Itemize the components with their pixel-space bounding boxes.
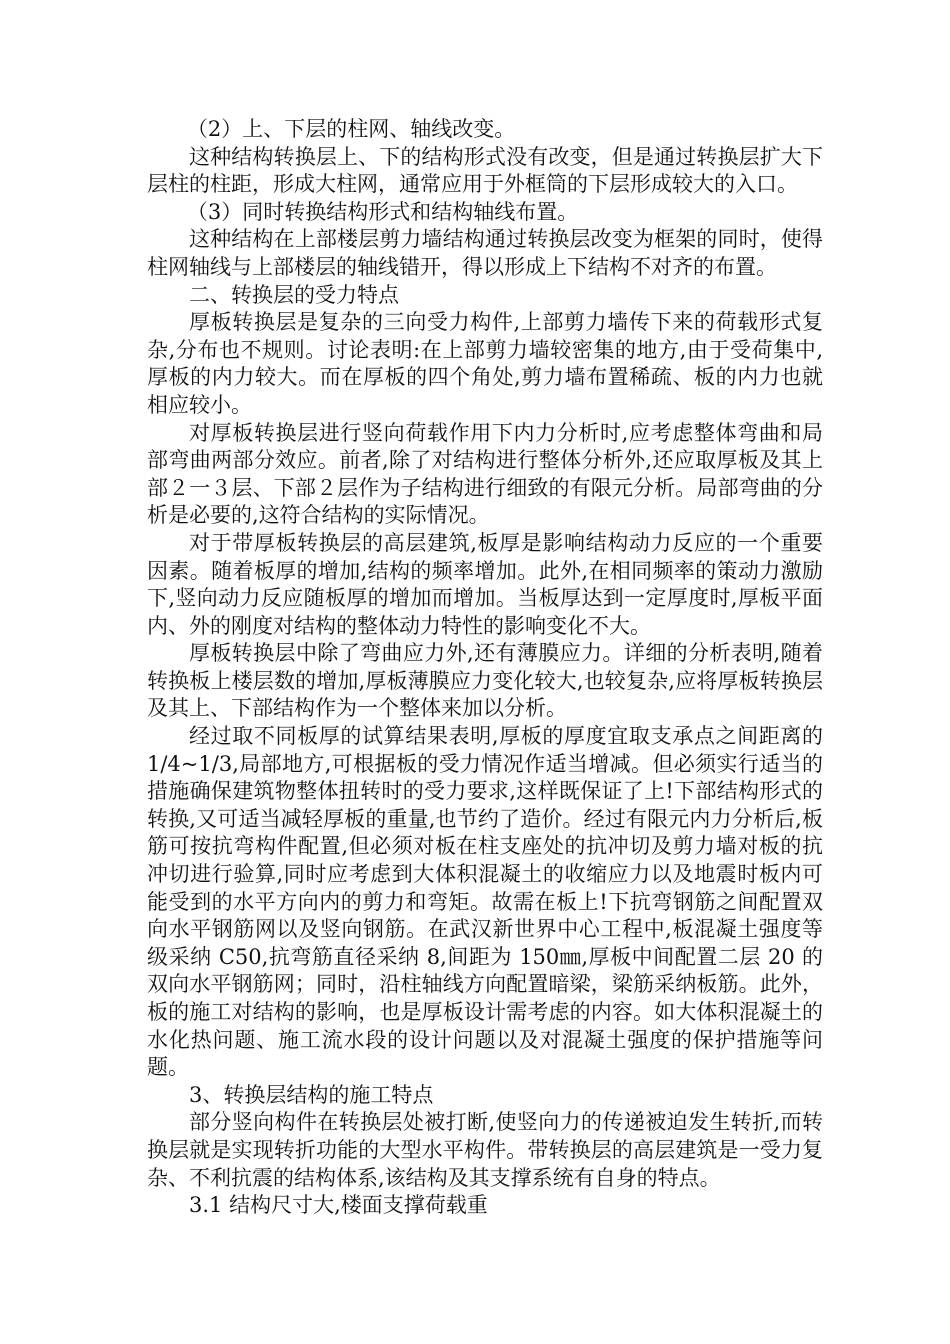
body-paragraph: 这种结构在上部楼层剪力墙结构通过转换层改变为框架的同时，使得柱网轴线与上部楼层的轴线错开，得以形成上下结构不对齐的布置。 xyxy=(147,227,823,279)
item-heading-3: （3）同时转换结构形式和结构轴线布置。 xyxy=(186,199,579,224)
subsection-heading: 3.1 结构尺寸大,楼面支撑荷载重 xyxy=(189,1193,488,1218)
body-paragraph: 对于带厚板转换层的高层建筑,板厚是影响结构动力反应的一个重要因素。随着板厚的增加,结构的频率增加。此外,在相同频率的策动力激励下,竖向动力反应随板厚的增加而增加。当板厚达到一定厚度时,厚板平面内、外的刚度对结构的整体动力特性的影响变化不大。 xyxy=(147,530,823,638)
document-page xyxy=(147,116,823,1220)
section-heading: 二、转换层的受力特点 xyxy=(189,282,399,307)
body-paragraph: 厚板转换层中除了弯曲应力外,还有薄膜应力。详细的分析表明,随着转换板上楼层数的增加,厚板薄膜应力变化较大,也较复杂,应将厚板转换层及其上、下部结构作为一个整体来加以分析。 xyxy=(147,641,823,721)
item-heading-2: （2）上、下层的柱网、轴线改变。 xyxy=(186,117,516,141)
body-paragraph: 这种结构转换层上、下的结构形式没有改变，但是通过转换层扩大下层柱的柱距，形成大柱网，通常应用于外框筒的下层形成较大的入口。 xyxy=(147,144,823,197)
section-heading: 3、转换层结构的施工特点 xyxy=(189,1082,434,1107)
body-paragraph: 厚板转换层是复杂的三向受力构件,上部剪力墙传下来的荷载形式复杂,分布也不规则。讨论表明:在上部剪力墙较密集的地方,由于受荷集中,厚板的内力较大。而在厚板的四个角处,剪力墙布置稀疏、板的内力也就相应较小。 xyxy=(147,310,823,417)
body-paragraph: 经过取不同板厚的试算结果表明,厚板的厚度宜取支承点之间距离的 1/4~1/3,局部地方,可根据板的受力情况作适当增减。但必须实行适当的措施确保建筑物整体扭转时的受力要求,这样既保证了上!下部结构形式的转换,又可适当减轻厚板的重量,也节约了造价。经过有限元内力分析后,板筋可按抗弯构件配置,但必须对板在柱支座处的抗冲切及剪力墙对板的抗冲切进行验算,同时应考虑到大体积混凝土的收缩应力以及地震时板内可能受到的水平方向内的剪力和弯矩。故需在板上!下抗弯钢筋之间配置双向水平钢筋网以及竖向钢筋。在武汉新世界中心工程中,板混凝土强度等级采纳 C50,抗弯筋直径采纳 8,间距为 150㎜,厚板中间配置二层 20 的双向水平钢筋网；同时，沿柱轴线方向配置暗梁，梁筋采纳板筋。此外，板的施工对结构的影响，也是厚板设计需考虑的内容。如大体积混凝土的水化热问题、施工流水段的设计问题以及对混凝土强度的保护措施等问题。 xyxy=(147,724,823,1080)
body-paragraph: 部分竖向构件在转换层处被打断,使竖向力的传递被迫发生转折,而转换层就是实现转折功能的大型水平构件。带转换层的高层建筑是一受力复杂、不利抗震的结构体系,该结构及其支撑系统有自身的特点。 xyxy=(147,1110,823,1190)
body-paragraph: 对厚板转换层进行竖向荷载作用下内力分析时,应考虑整体弯曲和局部弯曲两部分效应。前者,除了对结构进行整体分析外,还应取厚板及其上部２一３层、下部２层作为子结构进行细致的有限元分析。局部弯曲的分析是必要的,这符合结构的实际情况。 xyxy=(147,420,823,528)
